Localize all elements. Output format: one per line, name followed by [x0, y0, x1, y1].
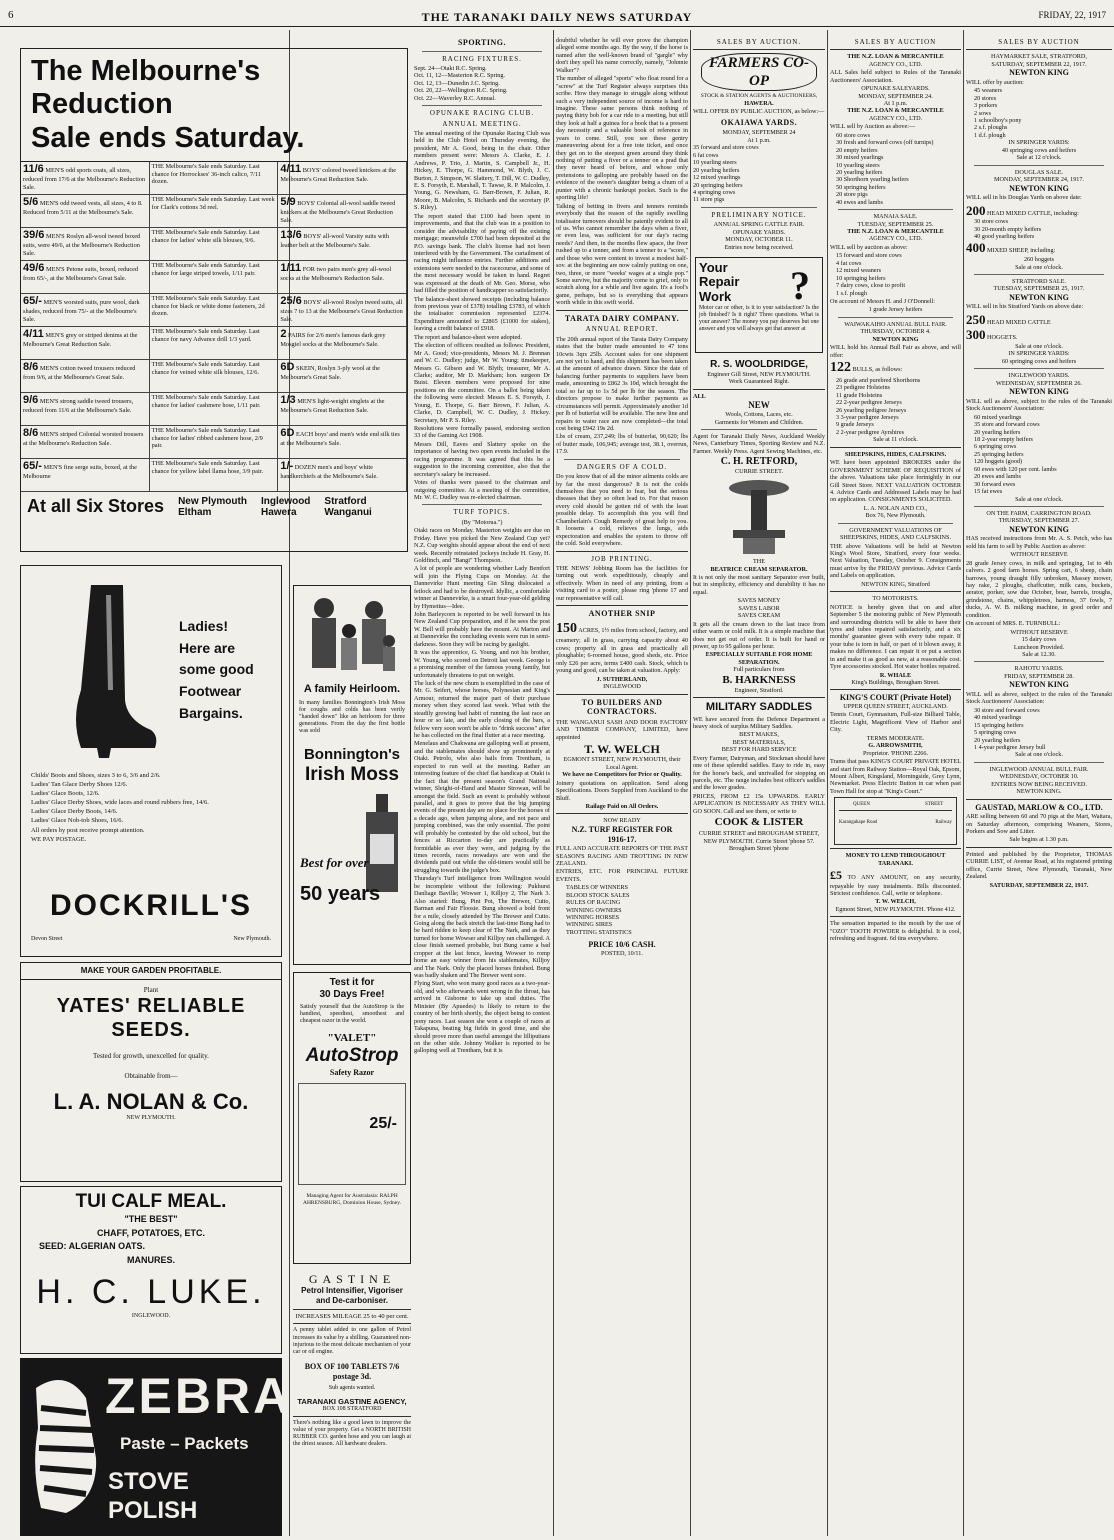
sale-price: 65/- [23, 460, 42, 473]
stock-line: 1 4-year pedigree Jersey bull [974, 743, 1046, 751]
sale-text: BOYS' all-wool Varsity suits with leather belt at the Melbourne's Sale. [280, 233, 390, 250]
fixture-line: Oct. 22—Waverley R.C. Annual. [414, 94, 496, 102]
stock-line: 6 springing cows [974, 443, 1017, 451]
dockrill-ad [20, 565, 282, 957]
stock-line: 12 mixed yearlings [693, 174, 741, 182]
sale-price: 9/6 [23, 394, 39, 407]
sale-item [278, 327, 407, 360]
dockrill-name: DOCKRILL'S [49, 889, 253, 922]
racing-fixtures [414, 65, 550, 102]
hotel-map: QUEEN STREET Karangahape Road Railway [834, 797, 957, 845]
sale-item [21, 294, 150, 327]
footwear-line: Ladies' Glace Derby Boots, 14/6. [31, 808, 118, 816]
footwear-line: Ladies' Glace Derby Shoes, wide laces and round rubbers free, 14/6. [31, 799, 209, 807]
stock-line: 2 s.f. ploughs [974, 124, 1008, 132]
autostrop-ad: Test it for 30 Days Free! Satisfy yourself that the AutoStrop is the handiest, speediest, smoothest and cheapest razor in the world. "VALET" AutoStrop Safety Razor 25/- Managing Agent for Australasia: RALPH AHRENSBURG, Dominion House, Sydney. [293, 972, 411, 1264]
column-4: doubtful whether he will ever prove the champion alleged some months ago. By the way, if the horse is named after the well-known brand of "gargle" why don't they spell his name correctly, namely, "Johnnie Walker"? The number of alleged "sports" who float round for a "screw" at the Turf Register always surprises this scribe. How they manage to struggle along without such a very independent source of income is hard to imagine. These same persons think nothing of paying thirty bob for a car ride to a meeting, but still they look at half a guinea for a book that is a present day necessity and a valuable book of reference in years to come. Still, you see these gentry maneuvering about for a free tote ticket, and once they get on to the steepest green around they think nothing of putting a fiver or a tenner on a prad that they never heard of before, and whose only pretensions to galloping are probably based on the evidence of the owner's daughter being a chum of a punter with a chronic bankrupt pocket. Such is the sporting life! Talking of betting in fivers and tenners reminds everybody that the reason of the rapidly swelling totalisator turnovers should be patently evident to all of us. Who cannot remember the days when a fiver, or even less, was sufficient for our day's racing needs? And then, in the months flew apace, the fiver rushed up to a tenner, and from a tenner to a "score," and those who were content to invest a modest half-sov. at the beginning are now calmly putting on one, two, three, or more "weeks' wages at a single pop." Some survive, but the majority come to grief, only to scratch along for a while and live again. It's a fool's game, perhaps, but so is everything that appears worth while in this swift world. TARATA DAIRY COMPANY. ANNUAL REPORT. The 20th annual report of the Tarata Dairy Company states that the butter made amounted to 47 tons 10cwts 3qrs 25lb. Account sales for one shipment are not yet to hand, and this shipment has been taken at the amount of advance drawn. Since the date of balancing further payments to suppliers have been made, amounting to £862 3s 10d, which brought the total so far up to 1s 5d per lb for the season. The directors propose to make further payments as circumstances will permit. Approximately another 1d per lb of butterfat will be available. The new line and repairs to water race are now completed—the total cost being £942 19s 2d. Lbs of cream, 237,249; lbs of butterfat, 90,620; lbs of butter made, 106,945; average test, 38.1, overrun, 17.9. DANGERS OF A COLD. Do you know that of all the minor ailments colds are by far the most dangerous? It is not the colds themselves that you need to fear, but the serious diseases that they so often lead to. For that reason every cold should be gotten rid of with the least possible delay. To accomplish this you will find Chamberlain's Cough Remedy of great help to you. It loosens a cold, relieves the lungs, aids expectoration and enables the system to throw off the cold. Sold everywhere. JOB PRINTING. THE NEWS' Jobbing Room has the facilities for turning out work expeditiously, cheaply and effectively. When in need of any printing, from a visiting card to a poster, please ring 'phone 17 and our representative will call. ANOTHER SNIP 150 ACRES, 1½ miles from school, factory, and creamery; all in grass, carrying capacity about 40 cows; property all in grass and practically all ploughable; 6-roomed house, good sheds, etc. Price only £26 per acre, terms £400 cash. Stock, which is young and good, can be taken at valuation. Apply: J. SUTHERLAND, INGLEWOOD TO BUILDERS AND CONTRACTORS. THE WANGANUI SASH AND DOOR FACTORY AND TIMBER COMPANY, LIMITED, have appointed T. W. WELCH EGMONT STREET, NEW PLYMOUTH, their Local Agent. We have no Competitors for Price or Quality. Joinery quotations on application. Send along Specifications. Doors Supplied from Auckland to the Bluff. Railage Paid on All Orders. NOW READY N.Z. TURF REGISTER FOR 1916-17. FULL AND ACCURATE REPORTS OF THE PAST SEASON'S RACING AND TROTTING IN NEW ZEALAND. ENTRIES, ETC. FOR PRINCIPAL FUTURE EVENTS. TABLES OF WINNERS BLOOD STOCK SALES RULES OF RACING WINNING OWNERS WINNING HORSES WINNING SIRES TROTTING STATISTICS PRICE 10/6 CASH. POSTED, 10/11. [556, 37, 688, 957]
sale-item [278, 195, 407, 228]
sale-text: MEN'S odd sports coats, all sizes, reduced from 17/6 at the Melbourne's Reduction Sale. [23, 167, 146, 191]
stock-line: 40 ewes and lambs [836, 198, 883, 206]
tui-ad: TUI CALF MEAL. "THE BEST" CHAFF, POTATOES, ETC. SEED: ALGERIAN OATS. MANURES. H. C. LUKE. INGLEWOOD. [20, 1186, 282, 1354]
stock-line: 60 store cows [836, 131, 871, 139]
bull-line: 9 grade Jerseys [836, 421, 874, 429]
sale-text: SKEIN, Roslyn 3-ply wool at the Melbourne's Great Sale. [280, 365, 380, 382]
stock-line: 20 yearling heifers [836, 168, 883, 176]
bull-line: 26 yearling pedigree Jerseys [836, 406, 907, 414]
fixture-line: Oct. 20, 22—Wellington R.C. Spring. [414, 87, 508, 95]
zebra-image [26, 1368, 106, 1518]
sale-price: 11/6 [23, 163, 44, 176]
stock-line: 35 forward and store cows [693, 144, 759, 152]
stock-line: 30 20-month empty heifers [974, 225, 1042, 233]
gastine-ad: GASTINE Petrol Intensifier, Vigoriser and De-carboniser. INCREASES MILEAGE 25 to 40 per cent. A penny tablet added to one gallon of Petrol increases its value by a shilling. Guaranteed non-injurious to the most delicate mechanism of your car or oil engine. BOX OF 100 TABLETS 7/6 postage 3d. Sub agents wanted. TARANAKI GASTINE AGENCY, BOX 108 STRATFORD There's nothing like a good lawn to improve the value of your property. Get a NORTH BRITISH RUBBER CO. garden hose and you can laugh at the driest season. All hardware dealers. [293, 1272, 411, 1448]
sale-item [278, 228, 407, 261]
stock-line: 20 store pigs [836, 191, 868, 199]
stock-line: 60 ewes with 120 per cent. lambs [974, 465, 1057, 473]
sale-item [278, 426, 407, 459]
stock-line: 4 springing cows [693, 188, 736, 196]
stock-line: 30 store cows [974, 218, 1009, 226]
sale-text: MEN'S odd tweed vests, all sizes, 4 to 8. Reduced from 5/11 at the Melbourne's Sale. [23, 200, 143, 217]
sale-text: THE Melbourne's Sale ends Saturday. Last chance for large striped towels, 1/11 pair. [151, 262, 260, 277]
sale-item [21, 459, 150, 492]
sale-text: THE Melbourne's Sale ends Saturday. Last chance for ladies' ribbed cashmere hose, 2/9 pair. [151, 427, 263, 450]
stock-line: 45 weaners [974, 87, 1003, 95]
sale-price: 39/6 [23, 229, 45, 242]
column-5: SALES BY AUCTION. FARMERS CO-OP STOCK & STATION AGENTS & AUCTIONEERS, HAWERA. WILL OFFER BY PUBLIC AUCTION, as below:— OKAIAWA YARDS. MONDAY, SEPTEMBER 24 At 1 p.m. 35 forward and store cows 6 fat cows 10 yearling steers 20 yearling heifers 12 mixed yearlings 20 springing heifers 4 springing cows 11 store pigs PRELIMINARY NOTICE. ANNUAL SPRING CATTLE FAIR. OPUNAKE YARDS. MONDAY, OCTOBER 11. Entries now being received. Your Repair Work ? Motor car or other, is it to your satisfaction? Is the job finished? Is it right? Three questions. What is your answer? The money you pay deserves but one answer and you will always get that answer at R. S. WOOLDRIDGE, Engineer Gill Street, NEW PLYMOUTH. Work Guaranteed Right. ALL NEW Wools, Cottons, Laces, etc. Garments for Women and Children. Agent for Taranaki Daily News, Auckland Weekly News, Canterbury Times, Sporting Review and N.Z. Farmer. Weekly Press. Agent Sewing Machines, etc. C. H. RETFORD, CURRIE STREET. THE BEATRICE CREAM SEPARATOR. It is not only the most sanitary Separator ever built, but in simplicity, efficiency and durability it has no equal. SAVES MONEY SAVES LABOR SAVES CREAM It gets all the cream down to the last trace from either warm or cold milk. It is a simple machine that does not get out of order. It is built for hand or power, up to 95 gallons per hour. ESPECIALLY SUITABLE FOR HOME SEPARATION. Full particulars from B. HARKNESS Engineer, Stratford. MILITARY SADDLES WE have secured from the Defence Department a heavy stock of surplus Military Saddles. BEST MAKES, BEST MATERIALS, BEST FOR HARD SERVICE Every Farmer, Dairyman, and Stockman should have one of these splendid saddles. Easy to ride in, easy for the horse's back, and unrivalled for stopping on parcels, etc. The range includes best officer's saddles and the lower grades. PRICES, FROM £2 15s UPWARDS. EARLY APPLICATION IS NECESSARY AS THEY WILL GO SOON. Call and see them, or write to COOK & LISTER CURRIE STREET and BROUGHAM STREET, NEW PLYMOUTH. Currie Street 'phone 57. Brougham Street 'phone [693, 38, 825, 853]
stock-line: 50 springing heifers [836, 183, 886, 191]
dockrill-address: Devon Street New Plymouth. [31, 936, 271, 942]
stock-line: 40 mixed yearlings [974, 714, 1022, 722]
sale-item [150, 261, 279, 294]
bull-line: 23 pedigree Holsteins [836, 384, 890, 392]
sale-text: BOYS' Colonial all-wool saddle tweed knickers at the Melbourne's Great Reduction Sale. [280, 200, 396, 224]
sale-item [21, 228, 150, 261]
bull-line: 22 2-year pedigree Jerseys [836, 399, 902, 407]
sale-price: 1/11 [280, 262, 302, 275]
stock-line: 10 springing heifers [836, 274, 886, 282]
sale-text: DOZEN men's and boys' white handkerchiefs at the Melbourne's Sale. [280, 464, 378, 481]
sale-item [21, 393, 150, 426]
stock-line: 15 fat ewes [974, 488, 1003, 496]
question-mark-icon: ? [790, 262, 810, 308]
register-line: TROTTING STATISTICS [566, 928, 632, 936]
stock-line: 15 forward and store cows [836, 252, 902, 260]
column-6: SALES BY AUCTION THE N.Z. LOAN & MERCANTILE AGENCY CO., LTD. ALL Sales held subject to Rules of the Taranaki Auctioneers' Association. OPUNAKE SALEYARDS. MONDAY, SEPTEMBER 24. At 1 p.m. THE N.Z. LOAN & MERCANTILE AGENCY CO., LTD. WILL sell by Auction as above:— 60 store cows 30 fresh and forward cows (off turnips) 20 empty heifers 30 mixed yearlings 10 yearling steers 20 yearling heifers 30 Shorthorn yearling heifers 50 springing heifers 20 store pigs 40 ewes and lambs MANAIA SALE. TUESDAY, SEPTEMBER 25. THE N.Z. LOAN & MERCANTILE AGENCY CO., LTD. WILL sell by auction as above: 15 forward and store cows 4 fat cows 12 mixed weaners 10 springing heifers 7 dairy cows, close to profit 1 s.f. plough On account of Messrs H. and J O'Donnell: 1 grade Jersey heifers WAIWAKAIHO ANNUAL BULL FAIR. THURSDAY, OCTOBER 4. NEWTON KING WILL hold his Annual Bull Fair as above, and will offer: 122 BULLS, as follows: 26 grade and purebred Shorthorns 23 pedigree Holsteins 11 grade Holsteins 22 2-year pedigree Jerseys 26 yearling pedigree Jerseys 3 3-year pedigree Jerseys 9 grade Jerseys 2 2-year pedigree Ayrshires Sale at 11 o'clock. SHEEPSKINS, HIDES, CALFSKINS. WE have been appointed BROKERS under the GOVERNMENT SCHEME OF REQUISITION of the above. Valuations take place fortnightly in our Gill Street Store. NEXT VALUATION OCTOBER 4. Advice Cards and Addressed Labels may be had on application. CONSIGNMENTS SOLICITED. L. A. NOLAN AND CO., Box 76, New Plymouth. GOVERNMENT VALUATIONS OF SHEEPSKINS, HIDES, AND CALFSKINS. THE above Valuations will be held at Newton King's Wool Store, Stratford, every four weeks. Next Valuation, Tuesday, October 9. Consignments must arrive by the FRIDAY previous. Advice Cards and Labels on application. NEWTON KING, Stratford TO MOTORISTS. NOTICE is hereby given that on and after September 5 the motoring public of New Plymouth and surrounding districts will be able to have their tyres and tubes repaired satisfactorily, and a six months' guarantee given with every tube repair. If your tube is torn in half, or part of it blown away, it makes no difference. I can repair it or put a section in and make it as good as new, at a reasonable cost. Tyre accessories stocked. Hot water bottles repaired. R. WHALE King's Buildings, Brougham Street. KING'S COURT (Private Hotel) UPPER QUEEN STREET, AUCKLAND. Tennis Court, Gymnasium, Full-size Billiard Table, Electric Light, Magnificent View of Harbor and City. TERMS MODERATE. G. ARROWSMITH, Proprietor. 'PHONE 2266. Trams that pass KING'S COURT PRIVATE HOTEL and start from Railway Station—Royal Oak, Epsom, Mount Albert, Kingsland, Morningside, Grey Lynn, Newmarket. Press Electric Button in car when past Town Hall for stop at "King's Court." QUEEN STREET Karangahape Road Railway MONEY TO LEND THROUGHOUT TARANAKI. £5 TO ANY AMOUNT, on any security, repayable by easy instalments. Bills discounted. Strictest confidence. Call, write or telephone. T. W. WELCH, Egmont Street, NEW PLYMOUTH. 'Phone 412. The sensation imparted to the mouth by the use of "OZO" TOOTH POWDER is delightful. It is cool, refreshing and fragrant. 6d tins everywhere. [830, 38, 961, 943]
sale-text: MEN'S striped Colonial worsted trousers at the Melbourne's Reduction Sale. [23, 431, 144, 448]
farmers-logo: FARMERS CO-OP [701, 53, 817, 91]
bonnington-ad: A family Heirloom. In many families Bonnington's Irish Moss for coughs and colds has been verily "handed down" like an heirloom for three generations. From the day the first bottle was sold Bonnington's Irish Moss Best for over 50 years [293, 585, 411, 965]
sale-price: 13/6 [280, 229, 302, 242]
sale-text: FOR two pairs men's grey all-wool socks at the Melbourne's Reduction Sale. [280, 266, 392, 283]
fixture-line: Oct. 11, 12—Masterton R.C. Spring. [414, 72, 506, 80]
sale-item [150, 426, 279, 459]
sale-item [150, 327, 279, 360]
column-rule [690, 30, 691, 1536]
masthead [0, 6, 1114, 27]
melbourne-headline: The Melbourne's Reduction Sale ends Saturday. [31, 55, 305, 154]
stock-line: 25 springing heifers [974, 450, 1024, 458]
sale-text: MEN'S Petone suits, boxed, reduced from 65/-, at the Melbourne's Great Sale. [23, 266, 139, 283]
yates-ad: MAKE YOUR GARDEN PROFITABLE. Plant YATES' RELIABLE SEEDS. Tested for growth, unexcelled for quality. Obtainable from— L. A. NOLAN & Co. NEW PLYMOUTH. [20, 962, 282, 1182]
sale-item [278, 360, 407, 393]
sale-price: 1/3 [280, 394, 296, 407]
bottle-icon [362, 794, 402, 894]
sale-price: 8/6 [23, 361, 39, 374]
sale-text: PAIRS for 2/6 men's famous dark grey Mosgiel socks at the Melbourne's Sale. [280, 332, 386, 349]
sale-price: 5/9 [280, 196, 296, 209]
sale-text: THE Melbourne's Sale ends Saturday. Last chance for ladies' cashmere hose, 1/11 pair. [151, 394, 261, 409]
stock-line: 30 store and forward cows [974, 706, 1040, 714]
footwear-line: Childs' Boots and Shoes, sizes 3 to 6, 3/6 and 2/6. [31, 772, 161, 779]
stock-line: 35 store and forward cows [974, 421, 1040, 429]
stock-line: 7 dairy cows, close to profit [836, 282, 906, 290]
stock-line: 3 porkers [974, 102, 998, 110]
fixture-line: Sept. 24—Otaki R.C. Spring. [414, 64, 487, 72]
sale-text: THE Melbourne's Sale ends Saturday. Last chance for navy Advance drill 1/3 yard. [151, 328, 260, 343]
stock-line: 1 s.f. plough [836, 289, 867, 297]
sale-text: THE Melbourne's Sale ends Saturday. Last week for Clark's cottons 3d reel. [151, 196, 275, 211]
fixture-line: Oct. 12, 13—Dunedin J.C. Spring. [414, 79, 500, 87]
sale-item [150, 228, 279, 261]
sale-item [21, 360, 150, 393]
sale-price: 2 [280, 328, 287, 341]
stock-line: 12 mixed weaners [836, 267, 882, 275]
sale-text: MEN'S Roslyn all-wool tweed boxed suits, were 49/6, at the Melbourne's Reduction Sale. [23, 233, 141, 257]
family-illustration [294, 586, 408, 681]
stock-line: 120 hoggets (good) [974, 458, 1023, 466]
sale-text: MEN'S worsted suits, pure wool, dark shades, reduced from 75/- at the Melbourne's Sale. [23, 299, 140, 323]
melbourne-items [21, 161, 407, 492]
column-rule [963, 30, 964, 1536]
stock-line: 10 yearling steers [836, 161, 880, 169]
sale-item [150, 459, 279, 492]
register-line: RULES OF RACING [566, 899, 621, 907]
sporting-column: SPORTING. RACING FIXTURES. Sept. 24—Otaki R.C. Spring. Oct. 11, 12—Masterton R.C. Spring. Oct. 12, 13—Dunedin J.C. Spring. Oct. 20, 22—Wellington R.C. Spring. Oct. 22—Waverley R.C. Annual. OPUNAKE RACING CLUB. ANNUAL MEETING. The annual meeting of the Opunake Racing Club was held in the Club Hotel on Thursday evening, the president, Mr A. Good, being in the chair. Other members present were: Messrs A. Clarke, E. J. Andrews, P. Trio, J. Martin, S. Campbell Jr., H. Hickey, E. Thorpe, G. Hammond, W. Blyth, J. C. Burton, J. Simpson, W. Slattery, T. Dill, W. C. Dudley, E. S. Forsyth, E. Marshall, T. Tawse, R. P. Malcolm, J. Young, G. Newsham, G. Barr-Brown, F. Julian, R. Moore, B. Malcolm, S. Richards and the secretary (P. S. Riley). The report stated that £100 had been spent in improvements, and that the club was in a position to consider the advisability of paying off the existing mortgage; meanwhile £700 had been deposited at the P.O. savings bank. The club's license had not been interfered with by the Government. The curtailment of racing might influence entries. Further additions and extensions were needed to the racecourse, and some of the most necessary would be taken in hand. Regret was expressed at the death of Mr. Geo. Morse, who had filled the position of handicapper so satisfactorily. The balance-sheet showed receipts (including balance from previous year of £378) totalling £3783, of which the totalisator commission represented £2374. Expenditure amounted to £2865 (£1000 for stakes), leaving a credit balance of £918. The report and balance-sheet were adopted. The election of officers resulted as follows: President, Mr A. Good; vice-presidents, Messrs M. J. Brennan and W. C. Dudley; judge, Mr W. Young; timekeeper, Messrs G. Gibson and W. Blyth; treasurer, Mr A. Clarke; auditor, Mr D. Markham; hon. surgeon Dr Buist. Eleven members were proposed for nine positions on the committee. On a ballot being taken the following were elected: Messrs E. S. Forsyth, J. Young, E. Thorpe, G. Barr Brown, F. Julian, A. Clarke, D. Campbell, W. C. Dudley, J. Hickey. Secretary, Mr P. S. Riley. Resolutions were formally passed, endorsing section 33 of the Gaming Act 1908. Messrs Dill, Eaves and Slattery spoke on the importance of having two open events included in the racing programme. It was agreed that this be a suggestion to the incoming committee, also that the secretary's salary be increased. Votes of thanks were passed to the chairman and outgoing committee. At a meeting of the committee, Mr. W. C. Dudley was re-elected chairman. TURF TOPICS. (By "Motorua.") Otaki races on Monday. Masterton weights are due on Friday. Have you picked the New Zealand Cup yet? N.Z. Cup weights should appear about the end of next week. Recently reinstated jockeys include H. Gray, H. Goldfinch, and "Bangi" Thompson. A lot of people are wondering whether Lady Bentfort will join the Flying Cups on Monday. At the Dannevirke Hunt meeting Gin Sling dislocated a fetlock and had to be destroyed. Idyllic, a comfortable winner at Dannevirke, is a smart four-year-old gelding by Hymettus—Idee. John Barleycorn is reported to be well forward in his New Zealand Cup preparation, and if he sees the post W. Bell will probably have the mount. At Marton and at Dannevirke the concluding events were run in semi-darkness. Soon they will be racing by gaslight. It was the apprentice, G. Young, and not his brother, W. Young, who scored on Detroit last week. George is a promising member of the famous young family, but unfortunately threatens to put on weight. The luck of the new chum is exemplified in the case of Mr. G. Seifert, whose horses, Polynesian and King's Armour, returned the major part of their purchase money when they scored last week. What with the steadily growing bad habit of running the last race an hour or so late, and the early closing of the bars, a fellow very soon won't be able to "drink success" after he has collected on the final flutter at a race meeting. Menelaus and Chakwana are galloping well at present, and the stablemates should show up prominently at Otaki. Petrolo, who also hails from Trentham, is expected to run well at the meeting. Rather an interesting feature of the chief flat handicap at Otaki is the fact that the present season's Grand National winner, Sleight-of-Hand and Master Strowan, will be amongst the field. Such an event is probably without parallel, and it goes to prove that the big jumping events of the present day are no place for the horses of a decade ago, when jumping alone, and not pace and jumping combined, was the only essential. The point will probably be contested by the old school, but the fences at Riccarton to-day are practically as formidable as ever they were, and judging by the times records, races nowadays are won and the dividends paid out while the old-timers would still be struggling towards the judge's box. Thursday's Turf intelligence from Wellington would be incomplete without the following: Pukhurst Danliage Baville; Wowser 1, Killjoy 2, The Nark 3. Also started: Bung, Pint Pot, The Brewer, Cutto, Barman and Fair Floosie. Bung showed a bold front for a mile, closely attended by The Brewer and Cutto. Going along the back stretch the last-time Bung had to be hard ridden to keep clear of The Nark, and as they turned for home Wowser and Killjoy ran challenged. A close finish seemed probable, but Bung came a bad cropper at the last fence, leaving Wowser to romp home an easy winner from his stablemates, Killjoy and The Nark. Only the placed horses finished. Bung was badly shaken and The Brewer went sore. Flying Start, who won many good races as a two-year-old, and who afterwards went wrong in the throat, has arrived in Gisborne to take up stud duties. The Minister (By Apuedes) is likely to return to the country of her birth shortly, the object being to contest pony races. Last season she won a couple of races at Takapuna, beating big fields in good time, and she should prove more than useful amongst the lilliputians on the other side. Johnny Walker is reported to be galloping well at Trentham, but it is [414, 38, 550, 1055]
sale-price: 4/11 [23, 328, 44, 341]
sale-item [278, 162, 407, 195]
column-rule [553, 30, 554, 1536]
sale-price: 5/6 [23, 196, 39, 209]
stock-line: 30 forward ewes [974, 480, 1016, 488]
newspaper-title: THE TARANAKI DAILY NEWS SATURDAY [421, 10, 693, 24]
register-line: BLOOD STOCK SALES [566, 891, 630, 899]
footwear-list [31, 771, 276, 844]
sale-item [21, 327, 150, 360]
footwear-line: All orders by post receive prompt attention. [31, 826, 145, 834]
sale-text: MEN'S strong saddle tweed trousers, reduced from 11/6 at the Melbourne's Sale. [23, 398, 134, 415]
sale-item [150, 162, 279, 195]
footwear-line: Ladies' Tan Glace Derby Shoes 12/6. [31, 781, 128, 789]
stock-line: 15 springing heifers [974, 721, 1024, 729]
stock-line: 10 yearling steers [693, 159, 737, 167]
sale-item [278, 393, 407, 426]
stock-line: 4 fat cows [836, 259, 862, 267]
sale-price: 8/6 [23, 427, 39, 440]
stock-line: 30 fresh and forward cows (off turnips) [836, 139, 934, 147]
column-7: SALES BY AUCTION HAYMARKET SALE, STRATFORD, SATURDAY, SEPTEMBER 22, 1917. NEWTON KING WILL offer by auction: 45 weaners 20 stores 3 porkers 2 sows 1 schoolboy's pony 2 s.f. ploughs 1 d.f. plough IN SPRINGER YARDS: 40 springing cows and heifers Sale at 12 o'clock. DOUGLAS SALE. MONDAY, SEPTEMBER 24, 1917. NEWTON KING WILL sell in his Douglas Yards on above date: 200 HEAD MIXED CATTLE, including: 30 store cows 30 20-month empty heifers 40 good yearling heifers 400 MIXED SHEEP, including: 260 hoggets Sale at one o'clock. STRATFORD SALE. TUESDAY, SEPTEMBER 25, 1917. NEWTON KING WILL sell in his Stratford Yards on above date: 250 HEAD MIXED CATTLE 300 HOGGETS. Sale at one o'clock. IN SPRINGER YARDS: 60 springing cows and heifers INGLEWOOD YARDS. WEDNESDAY, SEPTEMBER 26. NEWTON KING WILL sell as above, subject to the rules of the Taranaki Stock Auctioneers' Association: 60 mixed yearlings 35 store and forward cows 20 yearling heifers 18 2-year empty heifers 6 springing cows 25 springing heifers 120 hoggets (good) 60 ewes with 120 per cent. lambs 20 ewes and lambs 30 forward ewes 15 fat ewes Sale at one o'clock. ON THE FARM, CARRINGTON ROAD. THURSDAY, SEPTEMBER 27. NEWTON KING HAS received instructions from Mr. A. S. Petch, who has sold his farm to sell by Public Auction as above: WITHOUT RESERVE 28 grade Jersey cows, in milk and springing, 1st to 4th calvers. 2 good farm horses. Spring cart, 6 sheep, chain barrows, young draught filly unbroken, Massey mower, hay rake, 2 ploughs, chaffcutter, milk cans, buckets, aerator, porker, sow due October, boar, barrels, troughs, grindstone, chains, whippletrees, harness, 37 fowls, 7 ducks, A. W. B. milking machine, in good order and condition. On account of MRS. E. TURNBULL: WITHOUT RESERVE 15 dairy cows Luncheon Provided. Sale at 12.30. RAHOTU YARDS. FRIDAY, SEPTEMBER 28. NEWTON KING WILL sell as above, subject to the rules of the Taranaki Stock Auctioneers' Association: 30 store and forward cows 40 mixed yearlings 15 springing heifers 5 springing cows 20 yearling heifers 1 4-year pedigree Jersey bull Sale at one o'clock. INGLEWOOD ANNUAL BULL FAIR. WEDNESDAY, OCTOBER 10. ENTRIES NOW BEING RECEIVED. NEWTON KING. GAUSTAD, MARLOW & CO., LTD. ARE selling between 60 and 70 pigs at the Mart, Waitara, on Saturday afternoon, comprising Weaners, Stores, Porkers and Sow and Litter. Sale begins at 1.30 p.m. Printed and published by the Proprietor, THOMAS CURRIE LIST, of Avenue Road, at his registered printing office, Currie Street, New Plymouth, Taranaki, New Zealand. SATURDAY, SEPTEMBER 22, 1917. [966, 38, 1112, 889]
stock-line: 5 springing cows [974, 729, 1017, 737]
footwear-line: Ladies' Glace Nob-tob Shoes, 16/6. [31, 817, 124, 825]
page-number: 6 [8, 9, 14, 21]
column-rule [827, 30, 828, 1536]
stock-line: 40 good yearling heifers [974, 233, 1035, 241]
sale-item [150, 195, 279, 228]
stock-line: 11 store pigs [693, 196, 725, 204]
date-stamp: FRIDAY, 22, 1917 [1038, 10, 1106, 20]
register-line: WINNING HORSES [566, 914, 620, 922]
separator-illustration [693, 476, 825, 556]
saddle-line: BEST MAKES, [739, 731, 779, 739]
stock-line: 20 yearling heifers [974, 736, 1021, 744]
register-line: TABLES OF WINNERS [566, 884, 628, 892]
sale-text: THE Melbourne's Sale ends Saturday. Last chance for black or white dome fasteners, 2d dozen. [151, 295, 265, 318]
bull-line: 2 2-year pedigree Ayrshires [836, 428, 904, 436]
stock-line: 1 schoolboy's pony [974, 117, 1022, 125]
stock-line: 20 yearling heifers [974, 428, 1021, 436]
zebra-ad: ZEBRA Paste – Packets STOVE POLISH [20, 1358, 282, 1536]
sale-text: THE Melbourne's Sale ends Saturday. Last chance for yellow label llama hose, 3/9 pair. [151, 460, 264, 475]
stock-line: 2 sows [974, 109, 992, 117]
sale-text: BOYS' all-wool Roslyn tweed suits, all sizes 7 to 13 at the Melbourne's Great Reduction Sale. [280, 299, 403, 323]
bull-line: 11 grade Holsteins [836, 391, 883, 399]
stock-line: 20 stores [974, 94, 997, 102]
sale-price: 25/6 [280, 295, 302, 308]
sale-item [278, 261, 407, 294]
bull-line: 3 3-year pedigree Jerseys [836, 414, 899, 421]
sale-text: MEN'S cotton tweed trousers reduced from 9/6, at the Melbourne's Great Sale. [23, 365, 136, 382]
sporting-title: SPORTING. [457, 38, 506, 47]
footwear-headline: Ladies! Here are some good Footwear Bargains. [179, 618, 254, 721]
sale-item [150, 393, 279, 426]
melbourne-ad [20, 48, 408, 552]
register-line: WINNING SIRES [566, 921, 613, 929]
melbourne-stores: At all Six Stores New Plymouth Eltham Inglewood Hawera Stratford Wanganui [27, 496, 372, 519]
stock-line: 18 2-year empty heifers [974, 436, 1033, 444]
boot-image [51, 580, 161, 770]
saddle-line: BEST FOR HARD SERVICE [721, 746, 797, 754]
sale-item [278, 459, 407, 492]
stock-line: 30 Shorthorn yearling heifers [836, 176, 909, 184]
sale-item [278, 294, 407, 327]
stock-line: 30 mixed yearlings [836, 154, 884, 162]
sale-text: BOYS' colored tweed knickers at the Melbourne's Great Reduction Sale. [280, 167, 397, 184]
sale-item [21, 162, 150, 195]
sale-text: MEN'S light-weight singlets at the Melbourne's Great Reduction Sale. [280, 398, 385, 415]
sale-price: 6D [280, 361, 295, 374]
sale-item [21, 195, 150, 228]
sale-text: THE Melbourne's Sale ends Saturday. Last chance for Horrockses' 36-inch calico, 7/11 dozen. [151, 163, 261, 186]
sale-price: 49/6 [23, 262, 45, 275]
sale-text: MEN'S fine serge suits, boxed, at the Melbourne [23, 464, 137, 481]
saddle-line: BEST MATERIALS, [732, 738, 786, 746]
stock-line: 6 fat cows [693, 151, 719, 159]
footwear-line: Ladies' Glace Boots, 12/6. [31, 790, 100, 798]
sale-item [21, 426, 150, 459]
sale-item [150, 360, 279, 393]
register-line: WINNING OWNERS [566, 906, 622, 914]
sale-text: THE Melbourne's Sale ends Saturday. Last chance for ladies' white silk blouses, 9/6. [151, 229, 260, 244]
sale-price: 65/- [23, 295, 42, 308]
stock-line: 20 yearling heifers [693, 166, 740, 174]
sale-item [21, 261, 150, 294]
sale-text: MEN'S grey or striped denims at the Melbourne's Great Reduction Sale. [23, 332, 138, 349]
sale-price: 4/11 [280, 163, 302, 176]
sale-price: 1/- [280, 460, 294, 473]
sale-text: EACH boys' and men's wide end silk ties at the Melbourne's Sale. [280, 431, 400, 448]
sale-text: THE Melbourne's Sale ends Saturday. Last chance for veined white silk blouses, 12/6. [151, 361, 260, 376]
stock-line: 20 ewes and lambs [974, 473, 1021, 481]
stock-line: 1 d.f. plough [974, 131, 1006, 139]
stock-line: 60 mixed yearlings [974, 413, 1022, 421]
stock-line: 20 empty heifers [836, 146, 878, 154]
bull-line: 26 grade and purebred Shorthorns [836, 376, 921, 384]
stock-line: 20 springing heifers [693, 181, 743, 189]
sale-price: 6D [280, 427, 295, 440]
footwear-line: WE PAY POSTAGE. [31, 835, 87, 843]
sale-item [150, 294, 279, 327]
